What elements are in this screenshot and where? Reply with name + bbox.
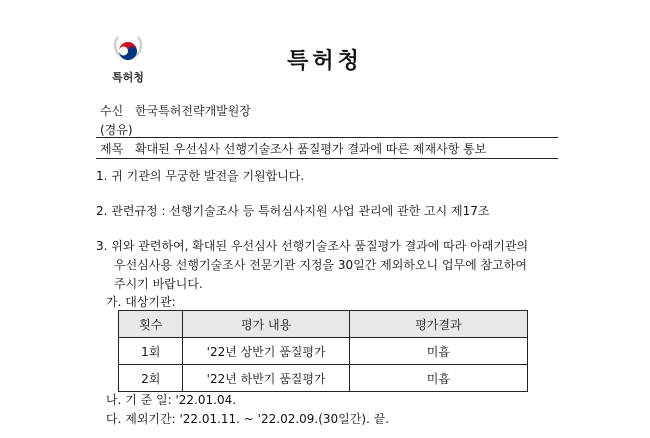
paragraph-3-line-1: 3. 위와 관련하여, 확대된 우선심사 선행기술조사 품질평가 결과에 따라 아래기관의 xyxy=(96,239,529,253)
cell-content: '22년 상반기 품질평가 xyxy=(183,338,349,365)
col-header-content: 평가 내용 xyxy=(183,311,349,338)
table-row xyxy=(119,338,528,365)
cell-result: 미흡 xyxy=(349,338,527,365)
item-target-institution: 가. 대상기관: xyxy=(106,295,176,309)
recipient-label: 수신 xyxy=(100,104,124,118)
paragraph-3-line-3: 주시기 바랍니다. xyxy=(114,277,203,291)
header-rule-bottom xyxy=(96,158,558,159)
table-row xyxy=(119,365,528,392)
recipient-line xyxy=(100,103,251,119)
cell-result: 미흡 xyxy=(349,365,527,392)
item-exclusion-period: 다. 제외기간: '22.01.11. ~ '22.02.09.(30일간). 끝. xyxy=(106,412,390,426)
recipient-value: 한국특허전략개발원장 xyxy=(135,104,251,118)
paragraph-1: 1. 귀 기관의 무궁한 발전을 기원합니다. xyxy=(96,169,305,183)
col-header-result: 평가결과 xyxy=(349,311,527,338)
paragraph-3-line-2: 우선심사용 선행기술조사 전문기관 지정을 30일간 제외하오니 업무에 참고하여 xyxy=(114,258,527,272)
document-title: 특허청 xyxy=(287,49,363,74)
subject-label: 제목 xyxy=(100,142,124,156)
subject-value: 확대된 우선심사 선행기술조사 품질평가 결과에 따른 제재사항 통보 xyxy=(135,142,487,156)
via-line: (경유) xyxy=(100,123,133,137)
paragraph-2: 2. 관련규정 : 선행기술조사 등 특허심사지원 사업 관리에 관한 고시 제17조 xyxy=(96,204,490,218)
cell-round: 1회 xyxy=(119,338,183,365)
col-header-round: 횟수 xyxy=(119,311,183,338)
header-rule-top xyxy=(96,137,558,138)
item-reference-date: 나. 기 준 일: '22.01.04. xyxy=(106,393,237,407)
logo-text: 특허청 xyxy=(112,71,144,84)
evaluation-table xyxy=(118,310,528,392)
subject-line xyxy=(100,141,486,157)
table-header-row xyxy=(119,311,528,338)
cell-round: 2회 xyxy=(119,365,183,392)
cell-content: '22년 하반기 품질평가 xyxy=(183,365,349,392)
